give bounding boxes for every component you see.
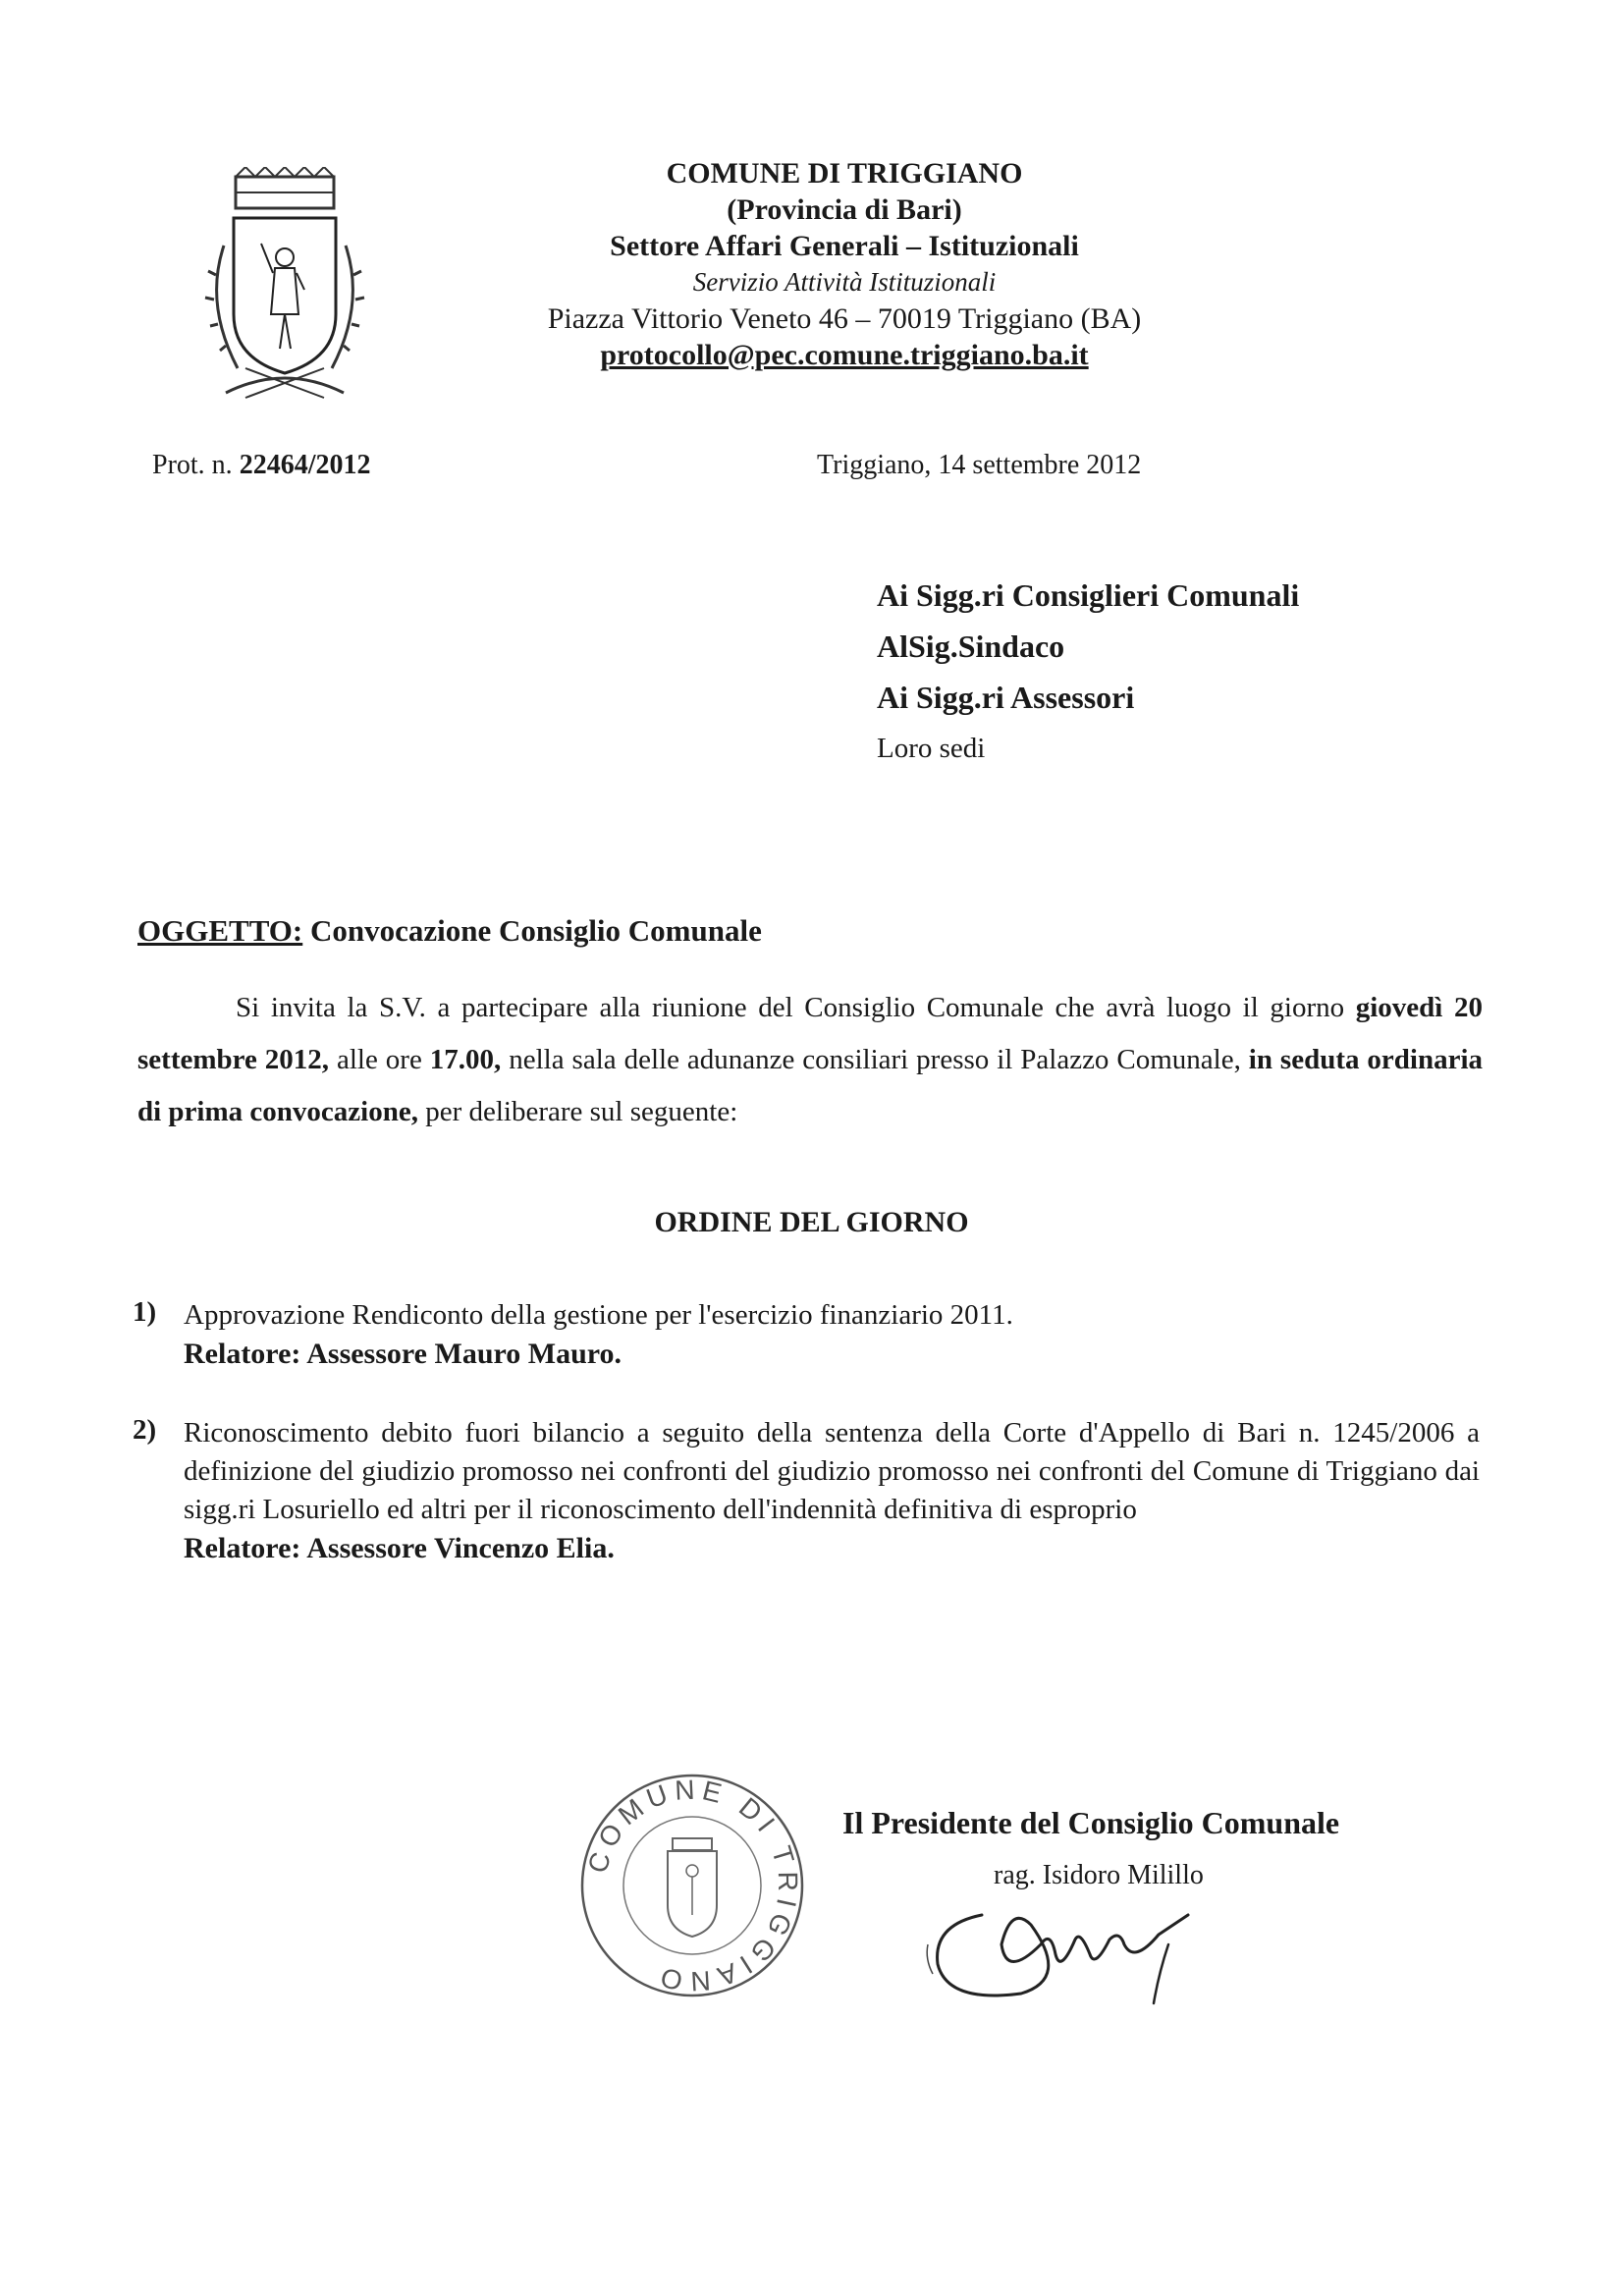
service-name: Servizio Attività Istituzionali [692,267,997,297]
document-date: Triggiano, 14 settembre 2012 [817,450,1142,480]
agenda-item-rapporteur: Relatore: Assessore Mauro Mauro. [184,1338,622,1370]
session-type: in seduta ordinaria di prima convocazione, [137,1044,1484,1127]
intro-part4: per deliberare sul seguente: [425,1096,738,1127]
stamp-text: COMUNE DI TRIGGIANO [581,1774,804,1997]
protocol-number [152,450,370,481]
recipient-mayor: AlSig.Sindaco [877,629,1065,664]
official-stamp-icon [574,1768,810,2003]
municipality-name: COMUNE DI TRIGGIANO [666,157,1023,190]
agenda-item-number: 2) [133,1414,157,1446]
meeting-date: giovedì 20 settembre 2012, [137,992,1483,1075]
agenda-title: ORDINE DEL GIORNO [654,1206,969,1238]
recipient-assessors: Ai Sigg.ri Assessori [877,680,1135,715]
pec-email: protocollo@pec.comune.triggiano.ba.it [600,339,1089,371]
handwritten-signature-icon [913,1886,1237,2013]
address: Piazza Vittorio Veneto 46 – 70019 Triggiano (BA) [547,302,1142,335]
agenda-item-rapporteur: Relatore: Assessore Vincenzo Elia. [184,1532,615,1564]
agenda-item-text: Riconoscimento debito fuori bilancio a seguito della sentenza della Corte d'Appello di Bari n. 1245/2006 a definizione del giudizio promosso nei confronti del giudizio promosso nei confronti del Comune di Triggiano dai sigg.ri Losuriello ed altri per il riconoscimento dell'indennità definitiva di esproprio [184,1417,1480,1525]
agenda-item-text: Approvazione Rendiconto della gestione per l'esercizio finanziario 2011. [184,1299,1013,1331]
intro-part1: Si invita la S.V. a partecipare alla riunione del Consiglio Comunale che avrà luogo il giorno [236,992,1345,1023]
protocol-label: Prot. n. [152,450,233,480]
subject-label: OGGETTO: [137,913,303,948]
recipient-offices: Loro sedi [877,733,986,764]
intro-part3: nella sala delle adunanze consiliari presso il Palazzo Comunale, [509,1044,1241,1075]
province-name: (Provincia di Bari) [727,193,962,226]
recipients-block [877,570,1299,774]
signatory-name: rag. Isidoro Milillo [994,1860,1204,1890]
letterhead [471,155,1217,373]
signatory-role: Il Presidente del Consiglio Comunale [842,1805,1340,1840]
subject-text: Convocazione Consiglio Comunale [310,913,762,948]
invitation-paragraph [137,982,1483,1138]
subject-line [137,913,762,949]
meeting-time: 17.00, [429,1044,502,1075]
intro-part2: alle ore [337,1044,422,1075]
protocol-value: 22464/2012 [239,450,371,480]
recipient-councillors: Ai Sigg.ri Consiglieri Comunali [877,577,1300,613]
sector-name: Settore Affari Generali – Istituzionali [610,230,1079,262]
municipal-crest-icon [187,167,383,403]
agenda-item-number: 1) [133,1296,157,1328]
